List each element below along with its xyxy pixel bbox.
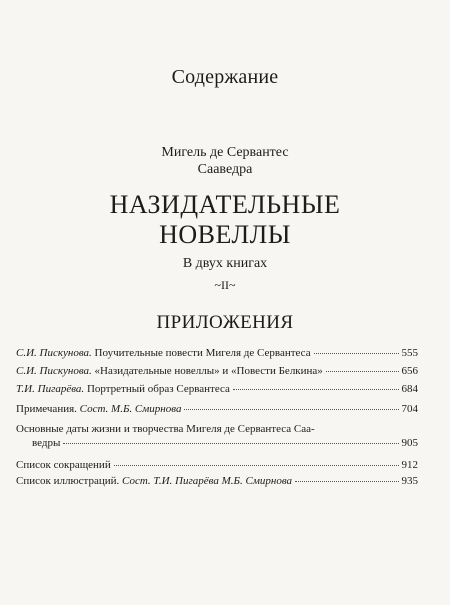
entry-author: Сост. М.Б. Смирнова: [79, 403, 182, 415]
entry-title-line1: Основные даты жизни и творчества Мигеля де Сервантеса Саа-: [16, 423, 315, 435]
entry-author: Сост. Т.И. Пигарёва М.Б. Смирнова: [122, 475, 293, 487]
entry-title-line2: ведры: [32, 437, 61, 449]
entry-title: Примечания.: [16, 403, 80, 415]
dot-leader: [184, 408, 399, 410]
toc-entry: [16, 474, 418, 488]
dot-leader: [114, 464, 399, 466]
book-title-line2: НОВЕЛЛЫ: [159, 220, 291, 249]
dot-leader: [63, 442, 399, 444]
entry-page: 935: [401, 475, 418, 487]
entry-title: «Назидательные новеллы» и «Повести Белкина»: [91, 365, 323, 377]
book-title-line1: НАЗИДАТЕЛЬНЫЕ: [109, 190, 341, 219]
appendix-heading: ПРИЛОЖЕНИЯ: [156, 312, 294, 333]
entry-author: С.И. Пискунова.: [16, 365, 92, 377]
books-info: В двух книгах: [182, 256, 268, 271]
dot-leader: [295, 480, 399, 482]
entry-page: 905: [401, 437, 418, 449]
entry-title: Список сокращений: [16, 459, 111, 471]
entry-title: Поучительные повести Мигеля де Сервантеса: [91, 347, 311, 359]
toc-entry: [16, 422, 418, 450]
dot-leader: [233, 388, 399, 390]
entry-page: 684: [401, 383, 418, 395]
entry-author: С.И. Пискунова.: [16, 347, 92, 359]
entry-title: Портретный образ Сервантеса: [84, 383, 230, 395]
entry-title: Список иллюстраций.: [16, 475, 123, 487]
toc-entry: [16, 382, 418, 396]
entry-page: 555: [401, 347, 418, 359]
entry-page: 912: [401, 459, 418, 471]
toc-entry: [16, 346, 418, 360]
volume-number: ~II~: [214, 278, 236, 292]
entry-page: 704: [401, 403, 418, 415]
author-name-line1: Мигель де Сервантес: [161, 145, 289, 160]
author-name-line2: Сааведра: [197, 162, 253, 177]
entry-page: 656: [401, 365, 418, 377]
toc-entry: [16, 458, 418, 472]
contents-heading: Содержание: [171, 66, 279, 88]
toc-entry: [16, 402, 418, 416]
toc-entry: [16, 364, 418, 378]
entry-author: Т.И. Пигарёва.: [16, 383, 85, 395]
dot-leader: [314, 352, 399, 354]
